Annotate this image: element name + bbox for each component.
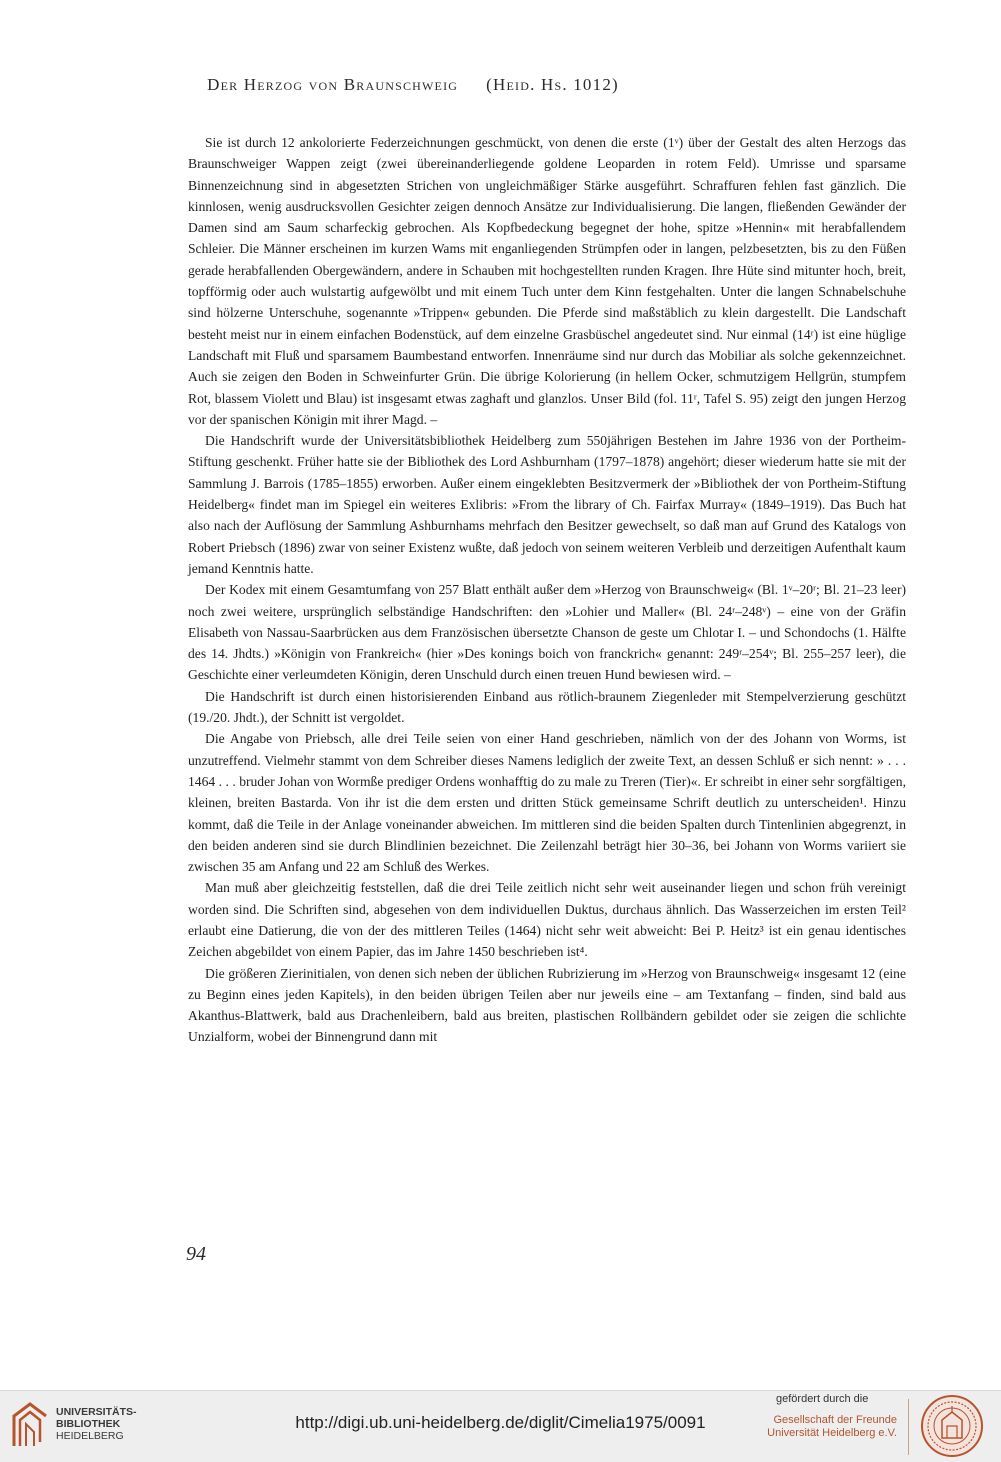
paragraph: Man muß aber gleichzeitig feststellen, daß die drei Teile zeitlich nicht sehr weit auseinander liegen und schon früh vereinigt worden sind. Die Schriften sind, abgesehen von dem individuellen Duktus, durchaus ähnlich. Das Wasserzeichen im ersten Teil² erlaubt eine Datierung, die von der des mittleren Teiles (1464) nicht sehr weit abweicht: Bei P. Heitz³ ist ein genau identisches Zeichen abgebildet von einem Papier, das im Jahre 1450 beschrieben ist⁴.	[188, 880, 906, 960]
sponsor-name-line: Gesellschaft der Freunde	[773, 1414, 897, 1426]
paragraph: Die größeren Zierinitialen, von denen sich neben der üblichen Rubrizierung im »Herzog von Braunschweig« insgesamt 12 (eine zu Beginn eines jeden Kapitels), in den beiden übrigen Teilen aber nur jeweils eine – am Textanfang – finden, sind bald aus Akanthus-Blattwerk, bald aus Drachenleibern, bald aus breiten, plastischen Rollbändern gebildet oder sie zeigen die schlichte Unzialform, wobei der Binnengrund dann mit	[188, 965, 906, 1045]
paragraph: Der Kodex mit einem Gesamtumfang von 257 Blatt enthält außer dem »Herzog von Braunschweig« (Bl. 1ᵛ–20ʳ; Bl. 21–23 leer) noch zwei weitere, ursprünglich selbständige Handschriften: den »Lohier und Maller« (Bl. 24ʳ–248ᵛ) – eine von der Gräfin Elisabeth von Nassau-Saarbrücken aus dem Französischen übersetzte Chanson de geste um Chlotar I. – und Schondochs (1. Hälfte des 14. Jhdts.) »Königin von Frankreich« (hier »Des konings boich von franckrich« genannt: 249ʳ–254ᵛ; Bl. 255–257 leer), die Geschichte einer verleumdeten Königin, deren Unschuld durch einen treuen Hund bewiesen wird. –	[188, 582, 906, 683]
sponsor-link[interactable]	[767, 1414, 897, 1440]
library-name-line: UNIVERSITÄTS-	[56, 1406, 137, 1418]
permalink-url[interactable]: http://digi.ub.uni-heidelberg.de/diglit/Cimelia1975/0091	[295, 1413, 706, 1432]
viewer-footer	[0, 1390, 1001, 1462]
sponsor-label: gefördert durch die	[776, 1393, 869, 1405]
page-number: 94	[186, 1243, 206, 1265]
university-seal-icon[interactable]	[920, 1394, 984, 1458]
paragraph: Die Handschrift wurde der Universitätsbibliothek Heidelberg zum 550jährigen Bestehen im Jahre 1936 von der Portheim-Stiftung geschenkt. Früher hatte sie der Bibliothek des Lord Ashburnham (1797–1878) angehört; dieser wiederum hatte sie mit der Sammlung J. Barrois (1785–1855) erworben. Außer einem eingeklebten Besitzvermerk der »Bibliothek der von Portheim-Stiftung Heidelberg« findet man im Spiegel ein weiteres Exlibris: »From the library of Ch. Fairfax Murray« (1849–1919). Das Buch hat also nach der Auflösung der Sammlung Ashburnhams mehrfach den Besitzer gewechselt, so daß man auf Grund des Katalogs von Robert Priebsch (1896) zwar von seiner Existenz wußte, daß jedoch von seinem weiteren Verbleib und derzeitigen Aufenthalt kaum jemand Kenntnis hatte.	[188, 433, 906, 576]
running-head	[0, 75, 826, 95]
paragraph: Die Handschrift ist durch einen historisierenden Einband aus rötlich-braunem Ziegenleder mit Stempelverzierung geschützt (19./20. Jhdt.), der Schnitt ist vergoldet.	[188, 688, 906, 726]
paragraph: Sie ist durch 12 ankolorierte Federzeichnungen geschmückt, von denen die erste (1ᵛ) über der Gestalt des alten Herzogs das Braunschweiger Wappen zeigt (zwei übereinanderliegende goldene Leoparden in rotem Feld). Umrisse und sparsame Binnenzeichnung sind in abgesetzten Strichen von ungleichmäßiger Stärke ausgeführt. Schraffuren fehlen fast gänzlich. Die kinnlosen, wenig ausdrucksvollen Gesichter zeigen dennoch Ansätze zur Individualisierung. Die langen, fließenden Gewänder der Damen sind am Saum scharfeckig gebrochen. Als Kopfbedeckung begegnet der hohe, spitze »Hennin« mit herabfallendem Schleier. Die Männer erscheinen im kurzen Wams mit enganliegenden Strümpfen oder in langen, pelzbesetzten, bis zu den Füßen gerade herabfallenden Obergewändern, andere in Schauben mit hochgestellten runden Kragen. Ihre Hüte sind mitunter hoch, breit, topfförmig oder auch wulstartig aufgewölbt und mit einem Tuch unter dem Kinn festgehalten. Unter die langen Schnabelschuhe sind hölzerne Unterschuhe, sogenannte »Trippen« gebunden. Die Pferde sind maßstäblich zu klein dargestellt. Die Landschaft besteht meist nur in einem einfachen Bodenstück, auf dem einzelne Grasbüschel angedeutet sind. Nur einmal (14ʳ) ist eine hüglige Landschaft mit Fluß und sparsamem Baumbestand entworfen. Innenräume sind nur durch das Mobiliar als solche gekennzeichnet. Auch sie zeigen den Boden in Schweinfurter Grün. Die übrige Kolorierung (in hellem Ocker, schmutzigem Hellgrün, stumpfem Rot, blassem Violett und Blau) ist insgesamt etwas zaghaft und glanzlos. Unser Bild (fol. 11ʳ, Tafel S. 95) zeigt den jungen Herzog vor der spanischen Königin mit ihrer Magd. –	[188, 135, 906, 427]
footer-divider	[908, 1399, 909, 1455]
paragraph: Die Angabe von Priebsch, alle drei Teile seien von einer Hand geschrieben, nämlich von der des Johann von Worms, ist unzutreffend. Vielmehr stammt von dem Schreiber dieses Namens lediglich der zweite Text, an dessen Schluß er sich nennt: » . . . 1464 . . . bruder Johan von Wormße prediger Ordens wonhafftig do zu male zu Treren (Tier)«. Er schreibt in einer sehr sorgfältigen, kleinen, breiten Bastarda. Von ihr ist die dem ersten und dritten Stück gemeinsame Schrift deutlich zu unterscheiden¹. Hinzu kommt, daß die Teile in der Anlage voneinander abweichen. Im mittleren sind die beiden Spalten durch Tintenlinien abgegrenzt, in den beiden anderen sind sie durch Blindlinien bezeichnet. Die Zeilenzahl beträgt hier 30–36, bei Johann von Worms variiert sie zwischen 35 am Anfang und 22 am Schluß des Werkes.	[188, 731, 906, 875]
body-text	[188, 132, 906, 1048]
sponsor-name-line: Universität Heidelberg e.V.	[767, 1427, 897, 1439]
library-name-line: BIBLIOTHEK	[56, 1418, 121, 1430]
library-name-line: HEIDELBERG	[56, 1430, 124, 1442]
running-head-title: Der Herzog von Braunschweig	[207, 75, 459, 94]
running-head-ref: (Heid. Hs. 1012)	[486, 75, 619, 94]
